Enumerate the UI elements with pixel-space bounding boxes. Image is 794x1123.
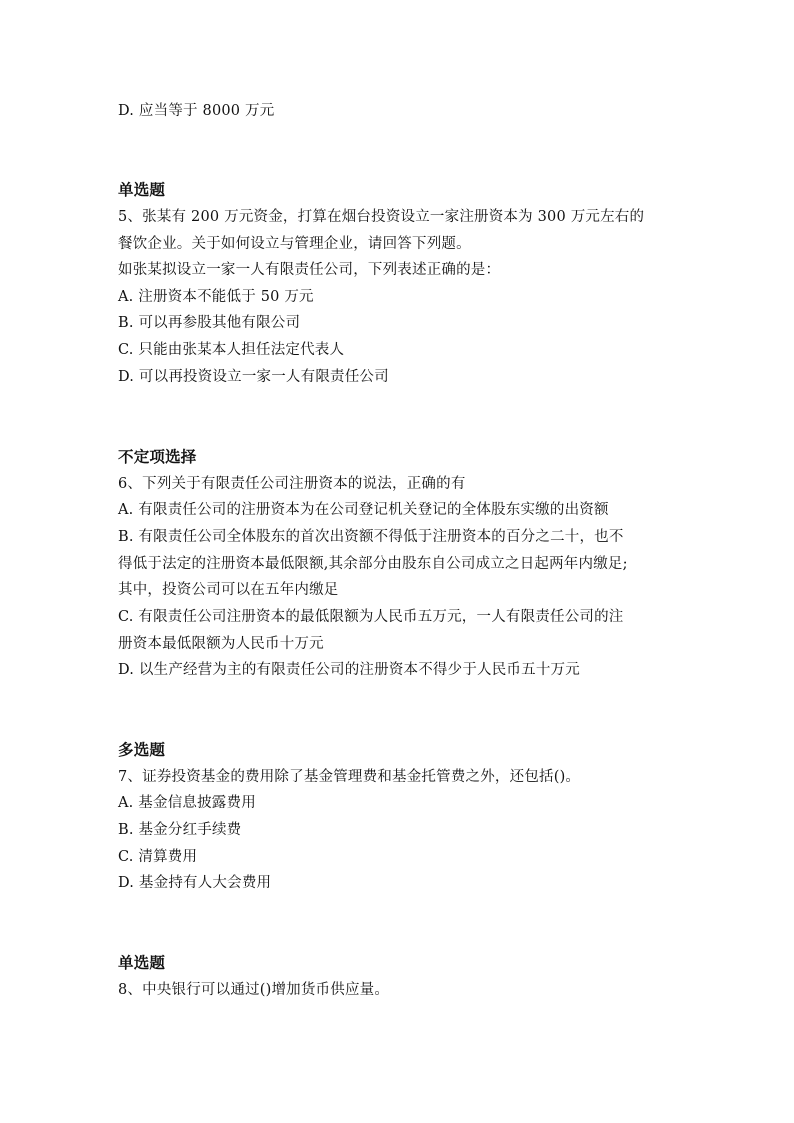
question-type-heading: 不定项选择 (118, 447, 197, 466)
option-c: C. 只能由张某本人担任法定代表人 (118, 342, 345, 358)
question-type-heading: 多选题 (118, 740, 166, 759)
question-type-heading: 单选题 (118, 180, 166, 199)
option-d-prev: D. 应当等于 8000 万元 (118, 103, 275, 119)
option-d: D. 基金持有人大会费用 (118, 875, 272, 891)
question-text: 8、中央银行可以通过()增加货币供应量。 (118, 982, 390, 998)
option-a: A. 基金信息披露费用 (118, 795, 256, 811)
option-a: A. 注册资本不能低于 50 万元 (118, 289, 314, 305)
option-a: A. 有限责任公司的注册资本为在公司登记机关登记的全体股东实缴的出资额 (118, 502, 609, 518)
option-c-continued: 册资本最低限额为人民币十万元 (118, 636, 324, 652)
question-text: 餐饮企业。关于如何设立与管理企业，请回答下列题。 (118, 236, 471, 252)
question-text: 5、张某有 200 万元资金，打算在烟台投资设立一家注册资本为 300 万元左右的 (118, 209, 645, 225)
option-d: D. 以生产经营为主的有限责任公司的注册资本不得少于人民币五十万元 (118, 662, 580, 678)
question-type-heading: 单选题 (118, 953, 166, 972)
option-b: B. 可以再参股其他有限公司 (118, 315, 301, 331)
question-text: 如张某拟设立一家一人有限责任公司，下列表述正确的是： (118, 262, 501, 278)
option-b: B. 有限责任公司全体股东的首次出资额不得低于注册资本的百分之二十，也不 (118, 529, 624, 545)
option-c: C. 有限责任公司注册资本的最低限额为人民币五万元，一人有限责任公司的注 (118, 609, 624, 625)
option-b: B. 基金分红手续费 (118, 822, 242, 838)
option-c: C. 清算费用 (118, 849, 198, 865)
question-text: 7、证券投资基金的费用除了基金管理费和基金托管费之外，还包括()。 (118, 769, 581, 785)
option-b-continued: 得低于法定的注册资本最低限额,其余部分由股东自公司成立之日起两年内缴足; (118, 556, 628, 572)
option-d: D. 可以再投资设立一家一人有限责任公司 (118, 369, 389, 385)
question-text: 6、下列关于有限责任公司注册资本的说法，正确的有 (118, 476, 466, 492)
option-b-continued: 其中，投资公司可以在五年内缴足 (118, 582, 339, 598)
